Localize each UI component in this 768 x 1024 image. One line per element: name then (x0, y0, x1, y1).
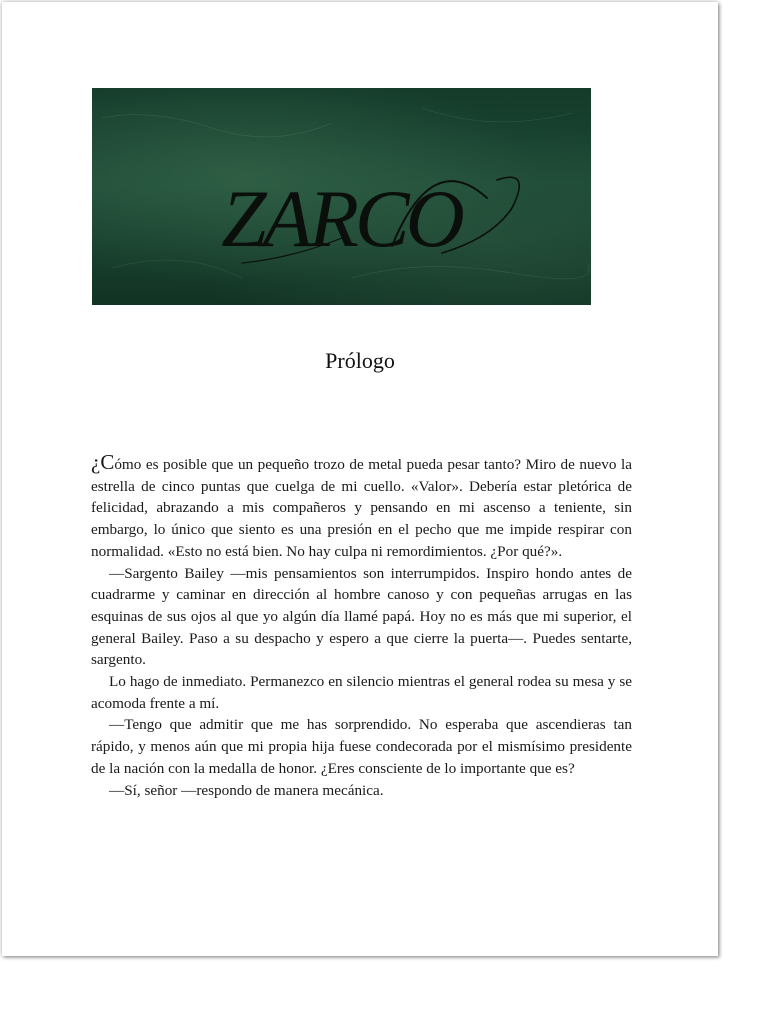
chapter-title: Prólogo (325, 348, 395, 373)
paragraph: —Sí, señor —respondo de manera mecánica. (109, 781, 384, 799)
paragraph (91, 452, 632, 563)
paragraph-text: ómo es posible que un pequeño trozo de metal pueda pesar tanto? Miro de nuevo la estrella de cinco puntas que cuelga de mi cuello. «Valor». Debería estar pletórica de felicidad, abrazando a mis compañeros y pensando en mi ascenso a teniente, sin embargo, lo único que siento es una presión en el pecho que me impide respirar con normalidad. «Esto no está bien. No hay culpa ni remordimientos. ¿Por qué?». (91, 456, 632, 560)
cover-banner (92, 88, 591, 305)
logo-text: ZARCO (221, 173, 461, 264)
paragraph: —Tengo que admitir que me has sorprendido. No esperaba que ascendieras tan rápido, y menos aún que mi propia hija fuese condecorada por el mismísimo presidente de la nación con la medalla de honor. ¿Eres consciente de lo importante que es? (91, 716, 632, 777)
paragraph: —Sargento Bailey —mis pensamientos son interrumpidos. Inspiro hondo antes de cuadrarme y caminar en dirección al hombre canoso y con pequeñas arrugas en las esquinas de sus ojos al que yo algún día llamé papá. Hoy no es más que mi superior, el general Bailey. Paso a su despacho y espero a que cierre la puerta—. Puedes sentarte, sargento. (91, 564, 632, 669)
drop-cap: ¿C (91, 450, 115, 474)
chapter-body (91, 452, 632, 801)
zarco-logo (92, 88, 591, 305)
paragraph: Lo hago de inmediato. Permanezco en silencio mientras el general rodea su mesa y se acomoda frente a mí. (91, 673, 632, 712)
document-page (2, 2, 718, 956)
